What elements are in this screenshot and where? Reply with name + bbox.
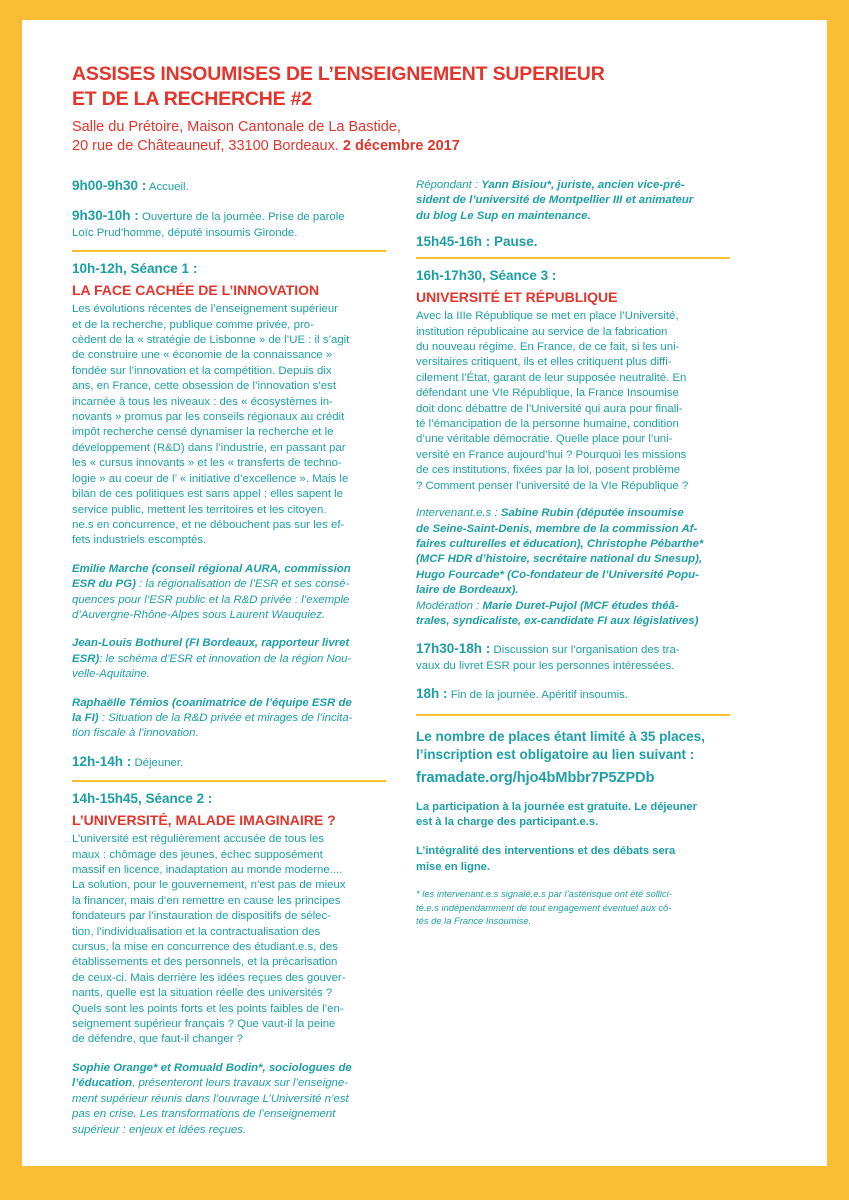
description-line: la financer, mais d’en remettre en cause les principes	[72, 894, 341, 907]
description-line: novants » promus par les conseils régionaux au crédit	[72, 411, 345, 424]
description-line: tion, l’individualisation et la contractualisation des	[72, 925, 321, 938]
description-line: logie » au coeur de l’ « initiative d’excellence ». Mais le	[72, 472, 349, 485]
description-line: versité en France aujourd’hui ? Pourquoi les missions	[416, 448, 687, 461]
speaker-1: Emilie Marche (conseil régional AURA, commission ESR du PG) : la régionalisation de l’ESR et ses consé- quences pour l’ESR public et la R&D privée : l’exemple d’Auvergne-Rhône-Alpes sous Laurent Wauquiez.	[72, 562, 351, 621]
divider	[416, 714, 730, 716]
left-column	[72, 178, 386, 1138]
description-line: les « cursus innovants » et les « transferts de techno-	[72, 457, 342, 470]
description-line: cèdent de la « stratégie de Lisbonne » de l’UE : il s’agit	[72, 334, 350, 347]
session-1-heading: 10h-12h, Séance 1 :	[72, 261, 198, 277]
welcome-time: 9h00-9h30 :	[72, 178, 147, 193]
description-line: impôt recherche censé dynamiser la recherche et le	[72, 426, 334, 439]
session-2-heading: 14h-15h45, Séance 2 :	[72, 791, 213, 807]
description-line: La solution, pour le gouvernement, n’est pas de mieux	[72, 879, 346, 892]
right-column	[416, 178, 730, 927]
divider	[72, 250, 386, 252]
event-date: 2 décembre 2017	[342, 138, 460, 154]
description-line: nants, quelle est la situation réelle des universités ?	[72, 987, 333, 1000]
session-1-title: LA FACE CACHÉE DE L’INNOVATION	[72, 282, 320, 299]
description-line: institution républicaine au service de la fabrication	[416, 325, 668, 338]
description-line: fondée sur l’innovation et la compétition. Depuis dix	[72, 364, 332, 377]
title-line-1: ASSISES INSOUMISES DE L’ENSEIGNEMENT SUPERIEUR	[72, 63, 605, 85]
free-participation: La participation à la journée est gratuite. Le déjeuner est à la charge des participant.e.s.	[416, 800, 697, 828]
session-3-heading: 16h-17h30, Séance 3 :	[416, 268, 557, 284]
session-2-description	[72, 832, 386, 1048]
description-line: ? Comment penser l’université de la VIe République ?	[416, 479, 689, 492]
event-title	[72, 62, 732, 112]
description-line: versitaires critiquent, ils et elles critiquent plus diffi-	[416, 356, 672, 369]
description-line: massif en licence, inadaptation au monde moderne....	[72, 864, 343, 876]
moderation: Modération : Marie Duret-Pujol (MCF études théâ- trales, syndicaliste, ex-candidate FI aux législatives)	[416, 599, 699, 627]
description-line: seignement supérieur français ? Que vaut-il la peine	[72, 1018, 336, 1031]
description-line: ne.s en concurrence, et ne débouchent pas sur les ef-	[72, 518, 345, 531]
session-1-description	[72, 302, 386, 549]
asterisk-note: * les intervenant.e.s signalé.e.s par l’astérisque ont été sollici- té.e.s indépendamment de tout engagement éventuel aux cô- tés de la France Insoumise.	[416, 888, 672, 926]
speaker-3: Raphaëlle Témios (coanimatrice de l’équipe ESR de la FI) : Situation de la R&D privée et mirages de l’incita- tion fiscale à l’innovation.	[72, 696, 353, 740]
respondent: Répondant : Yann Bisiou*, juriste, ancien vice-pré- sident de l’université de Montpellier III et animateur du blog Le Sup en maintenance.	[416, 179, 694, 222]
description-line: Avec la IIIe République se met en place l’Université,	[416, 310, 679, 323]
discussion-text: Discussion sur l’organisation des tra-	[493, 644, 680, 657]
divider	[416, 257, 730, 259]
description-line: de ceux-ci. Mais derrière les idées reçues des gouver-	[72, 971, 346, 984]
description-line: de défendre, que faut-il changer ?	[72, 1033, 243, 1046]
description-line: cilement l’État, garant de leur supposée neutralité. En	[416, 371, 687, 384]
welcome-text: Accueil.	[148, 181, 189, 193]
description-line: développement (R&D) dans l’industrie, en passant par	[72, 441, 346, 454]
description-line: fets industriels escomptés.	[72, 534, 207, 547]
opening-text: Ouverture de la journée. Prise de parole	[141, 211, 345, 224]
description-line: et de la recherche, publique comme privée, pro-	[72, 318, 314, 331]
session-2-title: L’UNIVERSITÉ, MALADE IMAGINAIRE ?	[72, 812, 336, 829]
discussion-time: 17h30-18h :	[416, 641, 491, 657]
venue-info	[72, 118, 792, 156]
lunch-text: Déjeuner.	[134, 756, 184, 769]
description-line: L’université est régulièrement accusée de tous les	[72, 833, 325, 846]
description-line: d’une véritable démocratie. Quelle place pour l’uni-	[416, 433, 673, 446]
registration-notice: Le nombre de places étant limité à 35 places, l’inscription est obligatoire au lien suivant :	[416, 728, 705, 762]
description-line: doit donc débattre de l’Université qui aura pour finali-	[416, 402, 683, 415]
speaker-4: Sophie Orange* et Romuald Bodin*, sociologues de l’éducation, présenteront leurs travaux sur l’enseigne- ment supérieur réunis dans l’ouvrage L’Université n’est pas en crise. Les transformations de l’enseignement supérieur : enjeux et idées reçues.	[72, 1061, 352, 1136]
description-line: cursus, la mise en concurrence des étudiant.e.s, des	[72, 941, 338, 954]
speakers-session-3: Intervenant.e.s : Sabine Rubin (députée insoumise de Seine-Saint-Denis, membre de la commission Af- faires culturelles et éducation), Christophe Pébarthe* (MCF HDR d’histoire, secrétaire national du Snesup), Hugo Fourcade* (Co-fondateur de l’Université Popu- laire de Bordeaux).	[416, 507, 704, 597]
description-line: maux : chômage des jeunes, échec supposément	[72, 848, 323, 861]
divider	[72, 780, 386, 782]
opening-text-2: Loïc Prud’homme, député insoumis Gironde.	[72, 226, 298, 239]
description-line: Quels sont les points forts et les points faibles de l’en-	[72, 1002, 344, 1015]
description-line: du nouveau régime. En France, de ce fait, si les uni-	[416, 341, 680, 354]
description-line: service public, mettent les territoires et les citoyen.	[72, 503, 327, 516]
end-text: Fin de la journée. Apéritif insoumis.	[450, 689, 628, 702]
description-line: établissements et des personnels, et la précarisation	[72, 956, 338, 969]
description-line: Les évolutions récentes de l’enseignement supérieur	[72, 303, 338, 316]
flyer-page	[22, 20, 827, 1166]
discussion-text-2: vaux du livret ESR pour les personnes intéressées.	[416, 659, 675, 672]
online-notice: L’intégralité des interventions et des débats sera mise en ligne.	[416, 845, 676, 873]
title-line-2: ET DE LA RECHERCHE #2	[72, 88, 312, 110]
description-line: té l’émancipation de la personne humaine, condition	[416, 418, 679, 431]
speaker-2: Jean-Louis Bothurel (FI Bordeaux, rapporteur livret ESR): le schéma d’ESR et innovation de la région Nou- velle-Aquitaine.	[72, 637, 352, 681]
description-line: fondateurs par l’instauration de dispositifs de sélec-	[72, 910, 331, 923]
description-line: défendant une VIe République, la France Insoumise	[416, 387, 679, 400]
pause: 15h45-16h : Pause.	[416, 234, 538, 250]
description-line: incarnée à tous les niveaux : des « écosystèmes in-	[72, 395, 333, 408]
lunch-time: 12h-14h :	[72, 753, 132, 769]
description-line: bilan de ces politiques est sans appel : elles sapent le	[72, 488, 344, 501]
registration-link[interactable]: framadate.org/hjo4bMbbr7P5ZPDb	[416, 769, 655, 786]
opening-time: 9h30-10h :	[72, 208, 139, 224]
description-line: ans, en France, cette obsession de l’innovation s’est	[72, 380, 337, 393]
description-line: de construire une « économie de la connaissance »	[72, 349, 333, 362]
venue-line-2: 20 rue de Châteauneuf, 33100 Bordeaux.	[72, 138, 339, 154]
session-3-title: UNIVERSITÉ ET RÉPUBLIQUE	[416, 289, 618, 306]
session-3-description	[416, 309, 730, 494]
description-line: de ces institutions, fixées par la loi, posent problème	[416, 464, 681, 477]
end-time: 18h :	[416, 686, 448, 702]
venue-line-1: Salle du Prétoire, Maison Cantonale de La Bastide,	[72, 119, 401, 135]
